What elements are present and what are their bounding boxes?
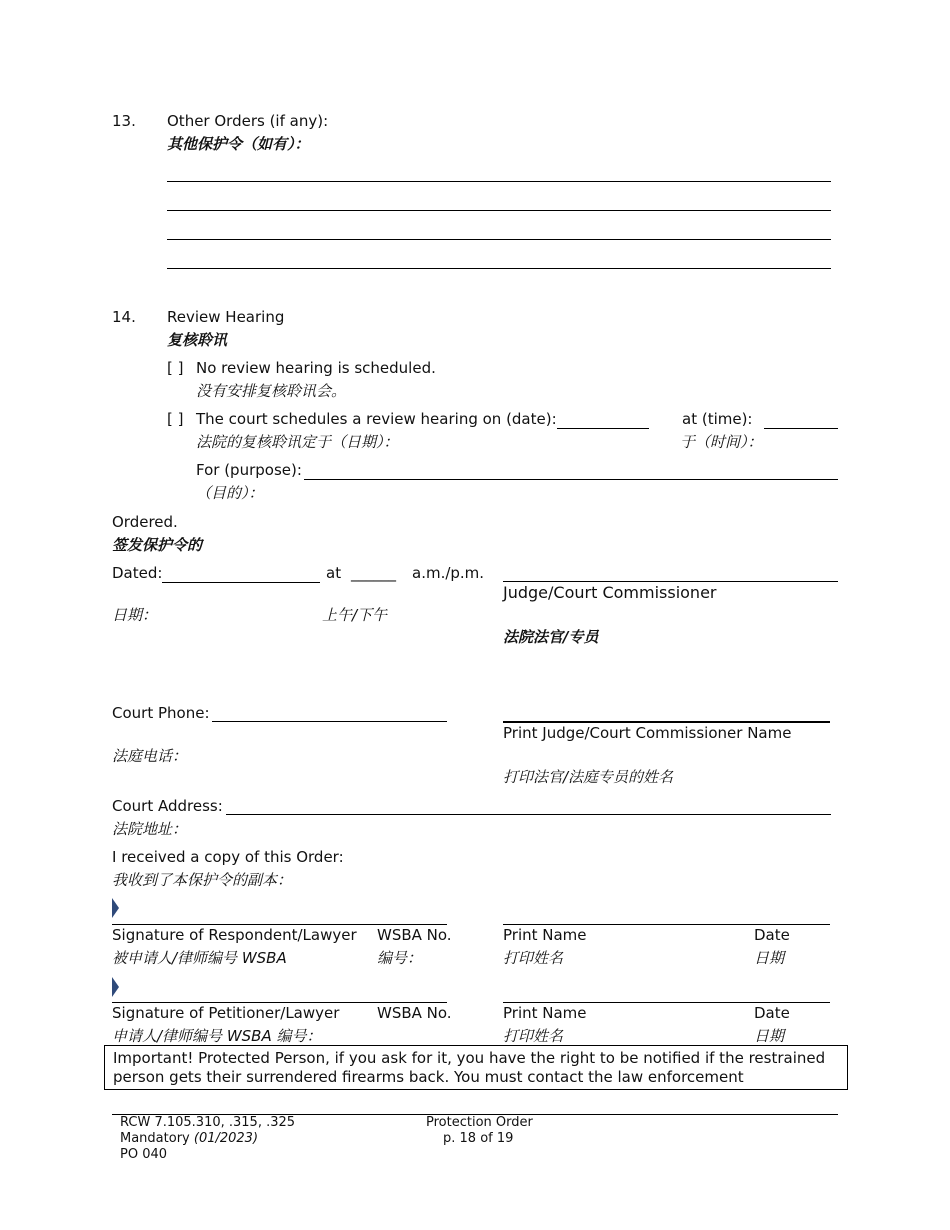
petitioner-date-label: Date xyxy=(754,1004,790,1022)
petitioner-signature-label-zh: 申请人/律师编号 WSBA 编号： xyxy=(112,1027,322,1045)
other-orders-line-4[interactable] xyxy=(167,268,831,269)
respondent-print-name-label-zh: 打印姓名 xyxy=(503,949,564,967)
purpose-label: For (purpose): xyxy=(196,461,302,479)
other-orders-line-3[interactable] xyxy=(167,239,831,240)
print-judge-name-line[interactable] xyxy=(503,721,830,723)
sign-here-arrow-icon xyxy=(112,898,119,918)
review-scheduled-label: The court schedules a review hearing on (date): xyxy=(196,410,557,428)
respondent-date-label-zh: 日期 xyxy=(754,949,785,967)
footer-doc-title: Protection Order xyxy=(426,1115,533,1130)
ordered-label-zh: 签发保护令的 xyxy=(112,536,203,554)
court-address-label-zh: 法院地址： xyxy=(112,820,188,838)
section-13-title-zh: 其他保护令（如有）： xyxy=(167,135,310,153)
respondent-print-name-label: Print Name xyxy=(503,926,587,944)
respondent-wsba-label: WSBA No. xyxy=(377,926,452,944)
section-13-title: Other Orders (if any): xyxy=(167,112,329,130)
judge-label: Judge/Court Commissioner xyxy=(503,583,717,602)
dated-label-zh: 日期： xyxy=(112,606,158,624)
other-orders-line-2[interactable] xyxy=(167,210,831,211)
review-time-label-zh: 于（时间）： xyxy=(680,433,763,451)
section-14-title-zh: 复核聆讯 xyxy=(167,331,228,349)
other-orders-line-1[interactable] xyxy=(167,181,831,182)
court-address-label: Court Address: xyxy=(112,797,223,815)
at-label: at xyxy=(326,564,342,582)
footer-version: (01/2023) xyxy=(193,1131,259,1146)
court-phone-field[interactable] xyxy=(212,721,447,722)
footer-page-number: p. 18 of 19 xyxy=(443,1131,514,1146)
no-review-label-zh: 没有安排复核聆讯会。 xyxy=(196,382,347,400)
court-address-field[interactable] xyxy=(226,814,831,815)
petitioner-print-name-line[interactable] xyxy=(503,1002,830,1003)
purpose-label-zh: （目的）： xyxy=(196,484,264,502)
no-review-checkbox[interactable]: [ ] xyxy=(167,359,184,377)
review-scheduled-label-zh: 法院的复核聆讯定于（日期）： xyxy=(196,433,399,451)
review-scheduled-checkbox[interactable]: [ ] xyxy=(167,410,184,428)
respondent-wsba-label-zh: 编号： xyxy=(377,949,423,967)
dated-label: Dated: xyxy=(112,564,163,582)
ordered-label: Ordered. xyxy=(112,513,178,531)
respondent-signature-label-zh: 被申请人/律师编号 WSBA xyxy=(112,949,287,967)
petitioner-date-label-zh: 日期 xyxy=(754,1027,785,1045)
judge-label-zh: 法院法官/专员 xyxy=(503,628,599,646)
no-review-label: No review hearing is scheduled. xyxy=(196,359,436,377)
respondent-date-label: Date xyxy=(754,926,790,944)
section-14-number: 14. xyxy=(112,308,136,326)
purpose-field[interactable] xyxy=(304,479,838,480)
review-date-field[interactable] xyxy=(557,428,649,429)
receipt-label-zh: 我收到了本保护令的副本： xyxy=(112,871,293,889)
petitioner-print-name-label-zh: 打印姓名 xyxy=(503,1027,564,1045)
ampm-label: a.m./p.m. xyxy=(412,564,485,582)
respondent-signature-line[interactable] xyxy=(112,924,447,925)
sign-here-arrow-icon xyxy=(112,977,119,997)
print-judge-label: Print Judge/Court Commissioner Name xyxy=(503,724,792,742)
petitioner-wsba-label: WSBA No. xyxy=(377,1004,452,1022)
footer-mandatory xyxy=(120,1131,258,1146)
footer-rcw: RCW 7.105.310, .315, .325 xyxy=(120,1115,296,1130)
review-time-label: at (time): xyxy=(682,410,753,428)
section-14-title: Review Hearing xyxy=(167,308,285,326)
court-phone-label-zh: 法庭电话： xyxy=(112,747,188,765)
footer-mandatory-label: Mandatory xyxy=(120,1131,190,1146)
court-phone-label: Court Phone: xyxy=(112,704,210,722)
dated-field[interactable] xyxy=(162,582,320,583)
review-time-field[interactable] xyxy=(764,428,838,429)
time-blank[interactable]: ______ xyxy=(351,564,396,582)
petitioner-signature-line[interactable] xyxy=(112,1002,447,1003)
footer-form-number: PO 040 xyxy=(120,1147,168,1162)
judge-signature-line[interactable] xyxy=(503,581,838,582)
print-judge-label-zh: 打印法官/法庭专员的姓名 xyxy=(503,768,674,786)
respondent-signature-label: Signature of Respondent/Lawyer xyxy=(112,926,357,944)
firearm-notice-box: Important! Protected Person, if you ask for it, you have the right to be notified if the restrained person gets their surrendered firearms back. You must contact the law enforcement xyxy=(104,1045,848,1090)
receipt-label: I received a copy of this Order: xyxy=(112,848,344,866)
respondent-print-name-line[interactable] xyxy=(503,924,830,925)
petitioner-print-name-label: Print Name xyxy=(503,1004,587,1022)
ampm-label-zh: 上午/下午 xyxy=(322,606,388,624)
petitioner-signature-label: Signature of Petitioner/Lawyer xyxy=(112,1004,340,1022)
section-13-number: 13. xyxy=(112,112,136,130)
